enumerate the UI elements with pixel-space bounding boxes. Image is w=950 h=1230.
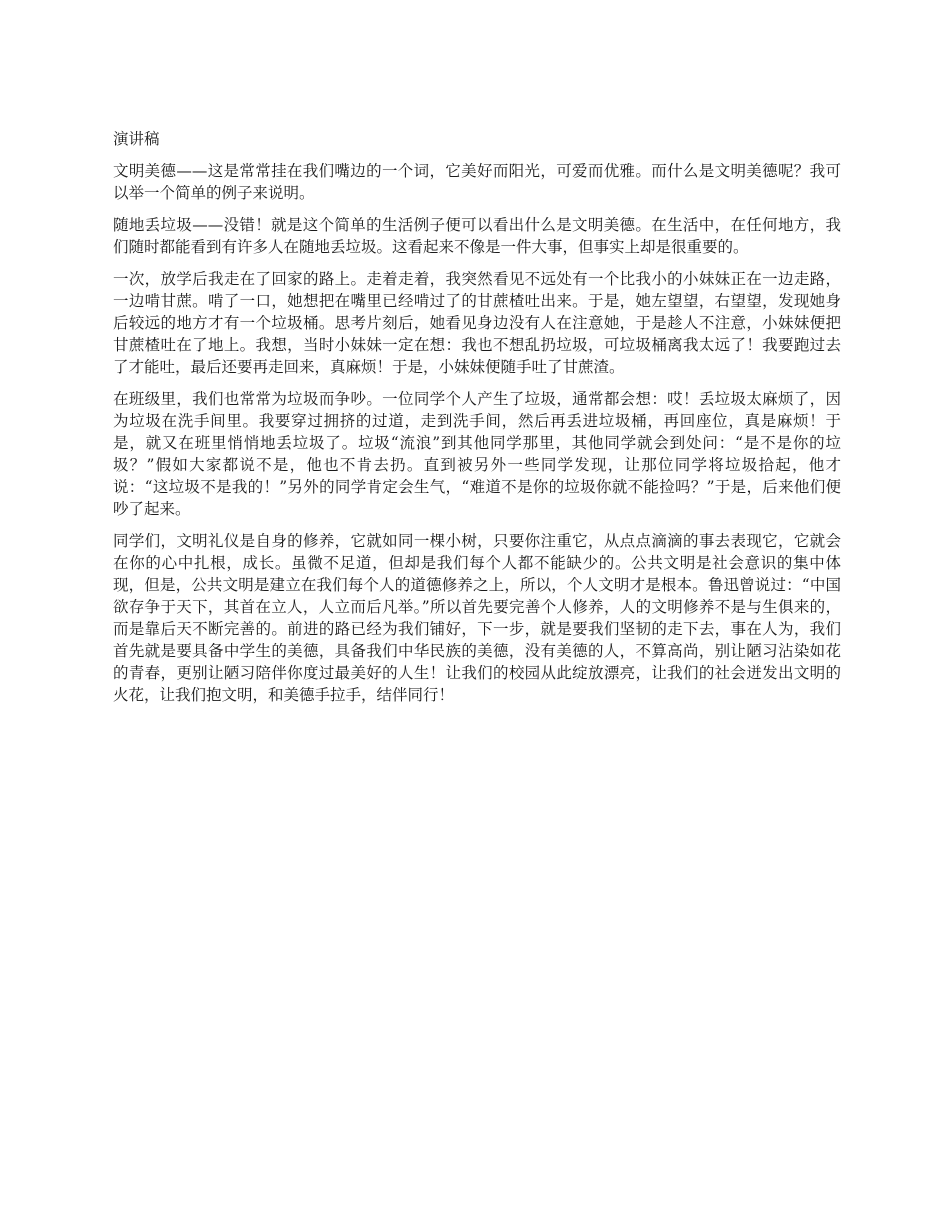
paragraph-3: 一次，放学后我走在了回家的路上。走着走着，我突然看见不远处有一个比我小的小妹妹正在一边走路，一边啃甘蔗。啃了一口，她想把在嘴里已经啃过了的甘蔗楂吐出来。于是，她左望望，右望望，发现她身后较远的地方才有一个垃圾桶。思考片刻后，她看见身边没有人在注意她，于是趁人不注意，小妹妹便把甘蔗楂吐在了地上。我想，当时小妹妹一定在想：我也不想乱扔垃圾，可垃圾桶离我太远了！我要跑过去了才能吐，最后还要再走回来，真麻烦！于是，小妹妹便随手吐了甘蔗渣。 [113,270,841,376]
paragraph-1: 文明美德——这是常常挂在我们嘴边的一个词，它美好而阳光，可爱而优雅。而什么是文明美德呢？我可以举一个简单的例子来说明。 [113,162,841,202]
document-title: 演讲稿 [113,130,160,148]
paragraph-4: 在班级里，我们也常常为垃圾而争吵。一位同学个人产生了垃圾，通常都会想：哎！丢垃圾太麻烦了，因为垃圾在洗手间里。我要穿过拥挤的过道，走到洗手间，然后再丢进垃圾桶，再回座位，真是麻烦！于是，就又在班里悄悄地丢垃圾了。垃圾“流浪”到其他同学那里，其他同学就会到处问：“是不是你的垃圾？”假如大家都说不是，他也不肯去扔。直到被另外一些同学发现，让那位同学将垃圾拾起，他才说：“这垃圾不是我的！”另外的同学肯定会生气，“难道不是你的垃圾你就不能捡吗？”于是，后来他们便吵了起来。 [113,390,841,518]
paragraph-2: 随地丢垃圾——没错！就是这个简单的生活例子便可以看出什么是文明美德。在生活中，在任何地方，我们随时都能看到有许多人在随地丢垃圾。这看起来不像是一件大事，但事实上却是很重要的。 [113,216,841,256]
paragraph-5: 同学们，文明礼仪是自身的修养，它就如同一棵小树，只要你注重它，从点点滴滴的事去表现它，它就会在你的心中扎根，成长。虽微不足道，但却是我们每个人都不能缺少的。公共文明是社会意识的集中体现，但是，公共文明是建立在我们每个人的道德修养之上，所以，个人文明才是根本。鲁迅曾说过：“中国欲存争于天下，其首在立人，人立而后凡举。”所以首先要完善个人修养，人的文明修养不是与生俱来的，而是靠后天不断完善的。前进的路已经为我们铺好，下一步，就是要我们坚韧的走下去，事在人为，我们首先就是要具备中学生的美德，具备我们中华民族的美德，没有美德的人，不算高尚，别让陋习沾染如花的青春，更别让陋习陪伴你度过最美好的人生！让我们的校园从此绽放漂亮，让我们的社会迸发出文明的火花，让我们抱文明，和美德手拉手，结伴同行！ [113,532,841,704]
document-page [113,128,841,716]
